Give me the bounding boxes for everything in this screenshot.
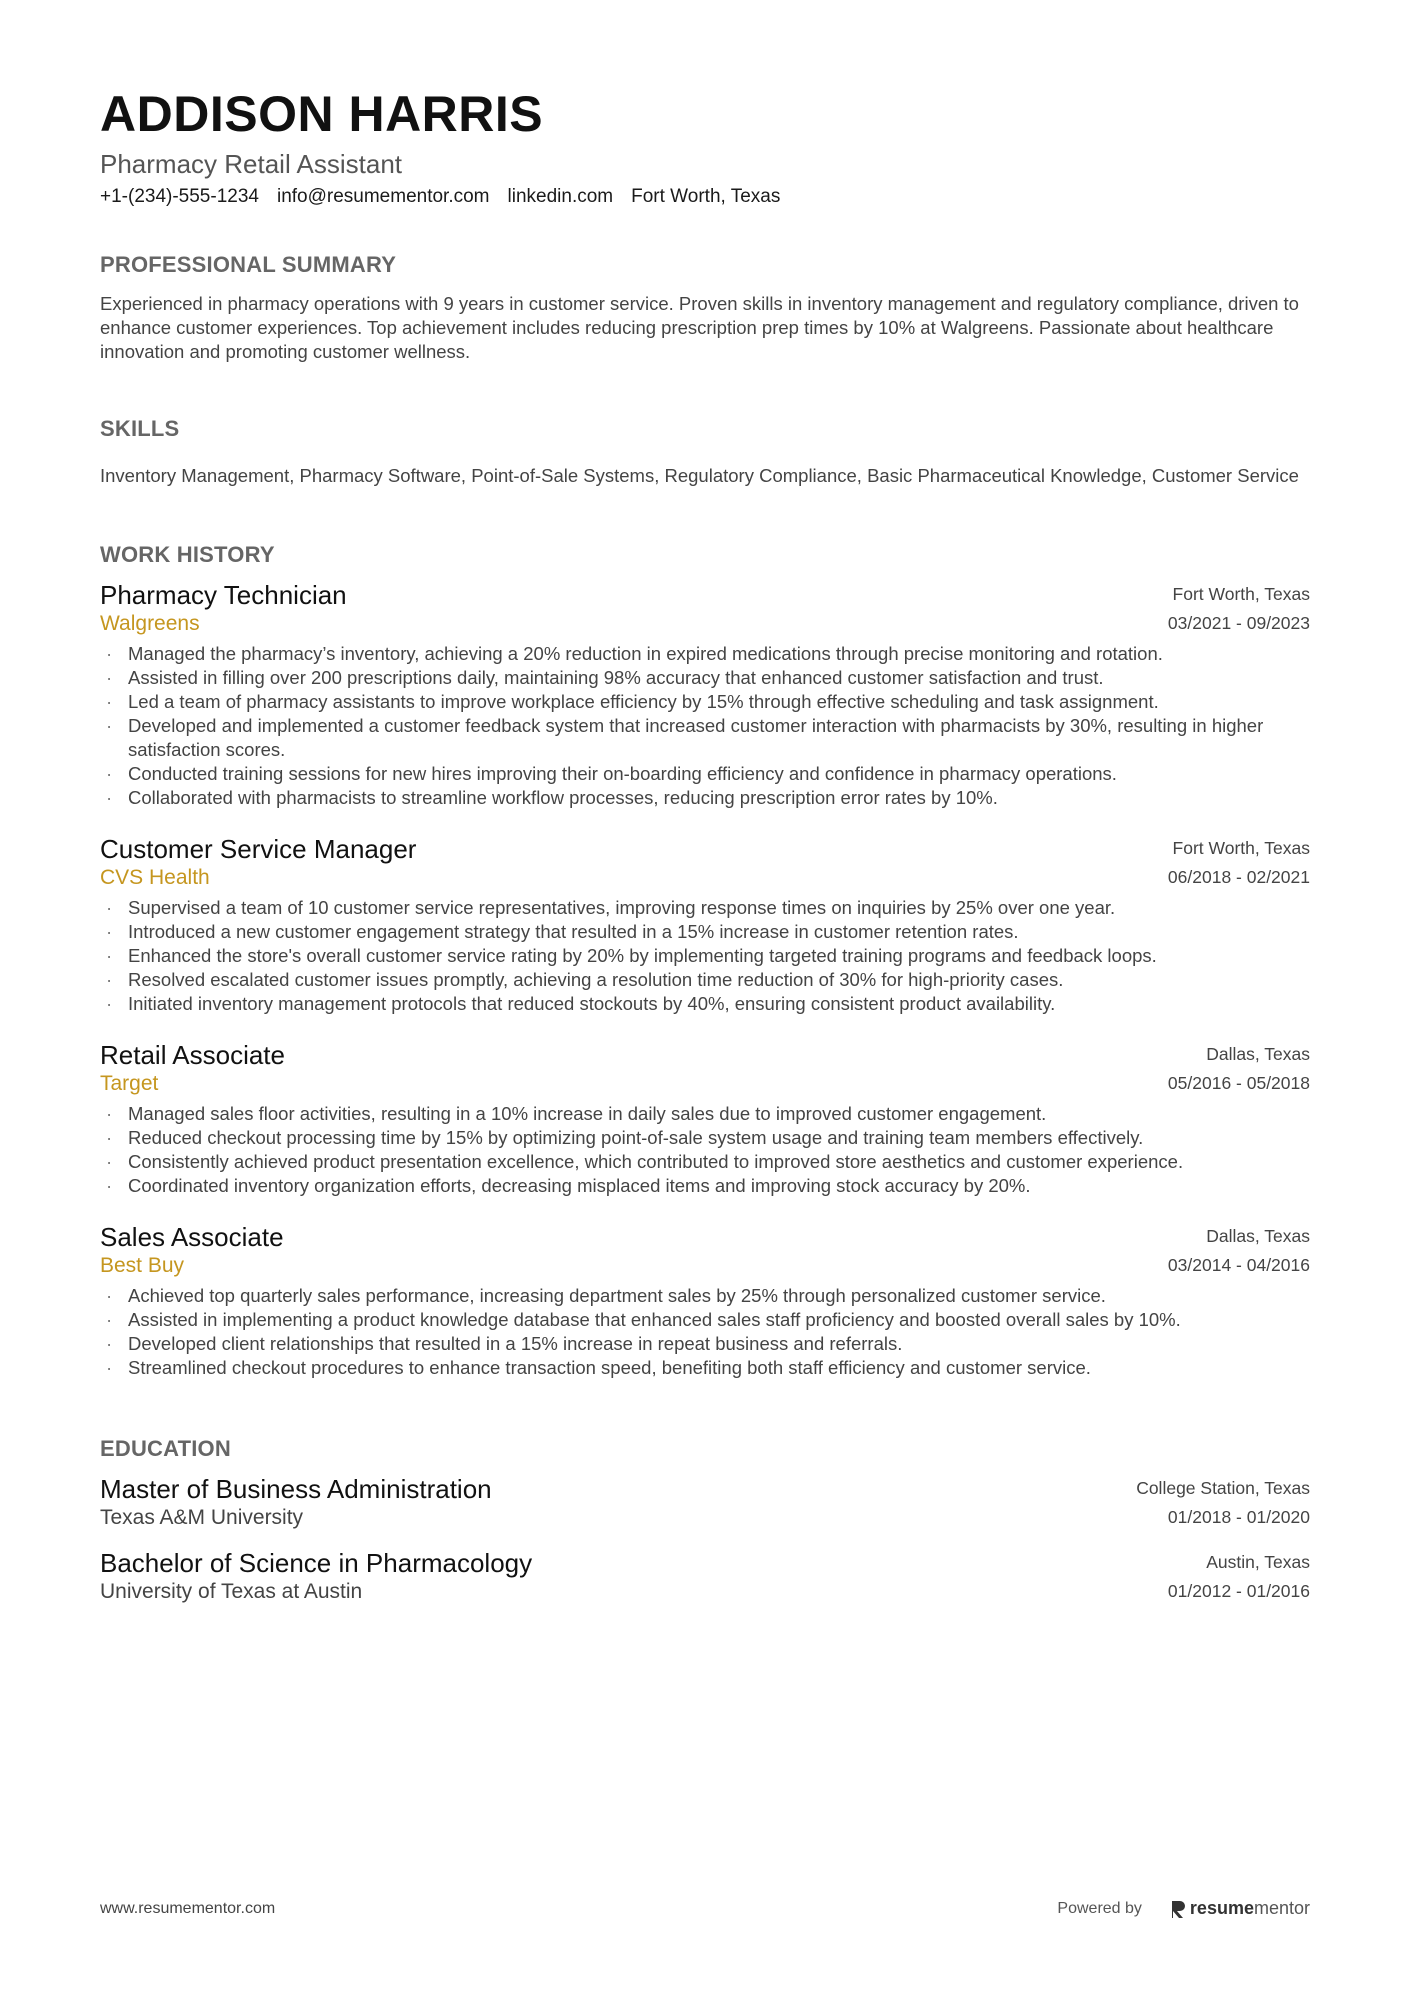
summary-section [100, 252, 1310, 364]
resumementor-logo-icon [1170, 1899, 1186, 1919]
job-company: CVS Health [100, 866, 210, 889]
contact-linkedin[interactable]: linkedin.com [507, 186, 614, 207]
job-bullet: · Assisted in implementing a product knowledge database that enhanced sales staff proficiency and boosted overall sales by 10%. [100, 1308, 1310, 1332]
job-dates: 06/2018 - 02/2021 [1167, 867, 1310, 887]
contact-location: Fort Worth, Texas [631, 186, 781, 207]
job-role: Sales Associate [100, 1222, 284, 1252]
job-location: Dallas, Texas [1206, 1044, 1310, 1064]
job-header [100, 580, 1310, 638]
job-entry [100, 834, 1310, 1016]
job-bullets [100, 1102, 1310, 1198]
skills-section [100, 416, 1310, 488]
section-title: WORK HISTORY [100, 542, 275, 567]
education-list [100, 1474, 1310, 1606]
work-section [100, 542, 1310, 1380]
education-dates: 01/2018 - 01/2020 [1167, 1507, 1310, 1527]
job-bullet: · Coordinated inventory organization efforts, decreasing misplaced items and improving stock accuracy by 20%. [100, 1174, 1310, 1198]
brand-name-part: resume [1189, 1898, 1254, 1918]
job-list [100, 580, 1310, 1380]
job-bullets [100, 1284, 1310, 1380]
contact-phone: +1-(234)-555-1234 [100, 186, 259, 207]
job-entry [100, 580, 1310, 810]
candidate-name: ADDISON HARRIS [100, 86, 544, 142]
job-bullet: · Assisted in filling over 200 prescriptions daily, maintaining 98% accuracy that enhanced customer satisfaction and trust. [100, 666, 1310, 690]
section-title: EDUCATION [100, 1436, 231, 1461]
job-bullet: · Introduced a new customer engagement strategy that resulted in a 15% increase in customer retention rates. [100, 920, 1310, 944]
footer-url[interactable]: www.resumementor.com [100, 1899, 276, 1917]
job-company: Best Buy [100, 1254, 185, 1277]
job-bullet: · Streamlined checkout procedures to enhance transaction speed, benefiting both staff efficiency and customer service. [100, 1356, 1310, 1380]
section-title: SKILLS [100, 416, 180, 441]
job-bullet: · Conducted training sessions for new hires improving their on-boarding efficiency and confidence in pharmacy operations. [100, 762, 1310, 786]
skills-text: Inventory Management, Pharmacy Software, Point-of-Sale Systems, Regulatory Compliance, Basic Pharmaceutical Knowledge, Customer Service [100, 465, 1299, 486]
education-header [100, 1548, 1310, 1606]
job-bullet: · Consistently achieved product presentation excellence, which contributed to improved store aesthetics and customer experience. [100, 1150, 1310, 1174]
job-header [100, 1222, 1310, 1280]
education-header [100, 1474, 1310, 1532]
education-location: Austin, Texas [1206, 1552, 1310, 1572]
education-entry [100, 1474, 1310, 1532]
footer-branding [1057, 1898, 1310, 1919]
job-bullet: · Developed client relationships that resulted in a 15% increase in repeat business and referrals. [100, 1332, 1310, 1356]
job-dates: 03/2021 - 09/2023 [1167, 613, 1310, 633]
brand-logo[interactable] [1170, 1898, 1310, 1919]
contact-line [100, 186, 1310, 208]
job-bullet: · Collaborated with pharmacists to streamline workflow processes, reducing prescription error rates by 10%. [100, 786, 1310, 810]
job-location: Fort Worth, Texas [1172, 584, 1310, 604]
powered-by-text: Powered by [1057, 1899, 1142, 1917]
job-location: Dallas, Texas [1206, 1226, 1310, 1246]
job-bullet: · Managed the pharmacy’s inventory, achieving a 20% reduction in expired medications through precise monitoring and rotation. [100, 642, 1310, 666]
job-location: Fort Worth, Texas [1172, 838, 1310, 858]
job-header [100, 1040, 1310, 1098]
education-entry [100, 1548, 1310, 1606]
job-bullet: · Enhanced the store's overall customer service rating by 20% by implementing targeted training programs and feedback loops. [100, 944, 1310, 968]
job-role: Retail Associate [100, 1040, 285, 1070]
education-location: College Station, Texas [1136, 1478, 1310, 1498]
job-bullet: · Supervised a team of 10 customer service representatives, improving response times on inquiries by 25% over one year. [100, 896, 1310, 920]
education-degree: Master of Business Administration [100, 1474, 492, 1504]
education-degree: Bachelor of Science in Pharmacology [100, 1548, 533, 1578]
education-section [100, 1436, 1310, 1606]
job-role: Pharmacy Technician [100, 580, 347, 610]
job-role: Customer Service Manager [100, 834, 417, 864]
summary-text: Experienced in pharmacy operations with 9 years in customer service. Proven skills in inventory management and regulatory compliance, driven to enhance customer experiences. Top achievement includes reducing prescription prep times by 10% at Walgreens. Passionate about healthcare innovation and promoting customer wellness. [100, 293, 1299, 362]
contact-email[interactable]: info@resumementor.com [276, 186, 490, 207]
job-dates: 05/2016 - 05/2018 [1167, 1073, 1310, 1093]
job-dates: 03/2014 - 04/2016 [1167, 1255, 1310, 1275]
job-company: Walgreens [100, 612, 200, 635]
job-bullets [100, 896, 1310, 1016]
job-company: Target [100, 1072, 159, 1095]
job-bullet: · Reduced checkout processing time by 15% by optimizing point-of-sale system usage and training team members effectively. [100, 1126, 1310, 1150]
job-entry [100, 1040, 1310, 1198]
job-bullet: · Managed sales floor activities, resulting in a 10% increase in daily sales due to improved customer engagement. [100, 1102, 1310, 1126]
job-bullets [100, 642, 1310, 810]
job-bullet: · Resolved escalated customer issues promptly, achieving a resolution time reduction of 30% for high-priority cases. [100, 968, 1310, 992]
footer [100, 1898, 1310, 1919]
job-bullet: · Led a team of pharmacy assistants to improve workplace efficiency by 15% through effective scheduling and task assignment. [100, 690, 1310, 714]
job-bullet: · Achieved top quarterly sales performance, increasing department sales by 25% through personalized customer service. [100, 1284, 1310, 1308]
education-dates: 01/2012 - 01/2016 [1167, 1581, 1310, 1601]
education-school: University of Texas at Austin [100, 1580, 363, 1603]
section-title: PROFESSIONAL SUMMARY [100, 252, 397, 277]
brand-name-part: mentor [1253, 1898, 1310, 1918]
job-header [100, 834, 1310, 892]
job-bullet: · Developed and implemented a customer feedback system that increased customer interaction with pharmacists by 30%, resulting in higher satisfaction scores. [100, 714, 1310, 762]
job-entry [100, 1222, 1310, 1380]
education-school: Texas A&M University [100, 1506, 304, 1529]
candidate-title: Pharmacy Retail Assistant [100, 149, 403, 179]
job-bullet: · Initiated inventory management protocols that reduced stockouts by 40%, ensuring consistent product availability. [100, 992, 1310, 1016]
